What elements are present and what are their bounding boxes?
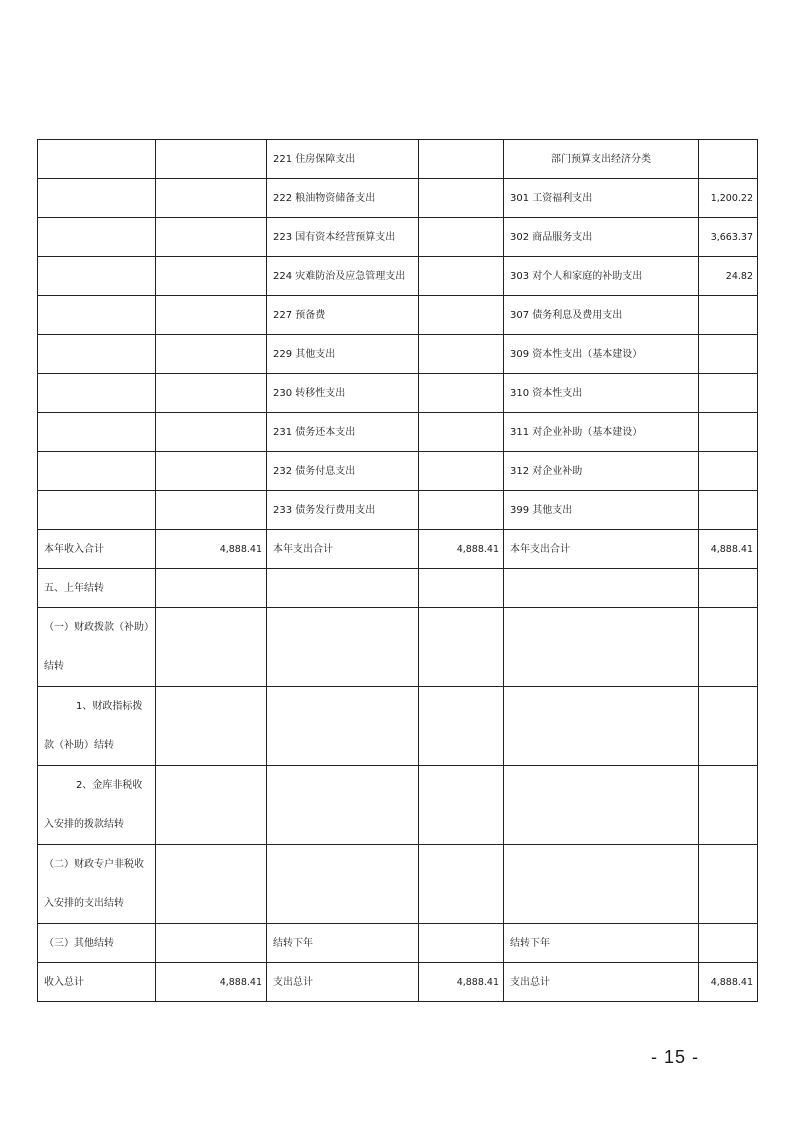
income-item-cell (38, 491, 156, 530)
income-amount-cell (156, 140, 267, 179)
expense-economic-cell: 310 资本性支出 (504, 374, 699, 413)
table-row (38, 218, 758, 257)
expense-economic-amount-cell: 4,888.41 (699, 963, 758, 1002)
expense-function-cell (267, 608, 419, 687)
expense-function-amount-cell (419, 608, 504, 687)
income-amount-cell (156, 374, 267, 413)
table-row (38, 452, 758, 491)
expense-economic-cell: 303 对个人和家庭的补助支出 (504, 257, 699, 296)
expense-economic-amount-cell (699, 140, 758, 179)
income-item-cell: 收入总计 (38, 963, 156, 1002)
expense-function-amount-cell (419, 413, 504, 452)
table-row (38, 845, 758, 924)
expense-function-cell: 230 转移性支出 (267, 374, 419, 413)
expense-function-amount-cell (419, 140, 504, 179)
income-item-cell (38, 452, 156, 491)
expense-economic-cell: 本年支出合计 (504, 530, 699, 569)
income-item-cell: 本年收入合计 (38, 530, 156, 569)
expense-economic-cell (504, 608, 699, 687)
expense-economic-amount-cell: 24.82 (699, 257, 758, 296)
income-amount-cell: 4,888.41 (156, 963, 267, 1002)
income-amount-cell (156, 845, 267, 924)
expense-function-cell (267, 569, 419, 608)
expense-function-cell: 本年支出合计 (267, 530, 419, 569)
table-row (38, 413, 758, 452)
page-number: - 15 - (651, 1047, 700, 1067)
table-body (38, 140, 758, 1002)
expense-economic-amount-cell: 3,663.37 (699, 218, 758, 257)
table-row (38, 257, 758, 296)
table-row (38, 179, 758, 218)
expense-function-amount-cell (419, 687, 504, 766)
expense-function-amount-cell (419, 766, 504, 845)
income-amount-cell (156, 218, 267, 257)
table-row (38, 491, 758, 530)
expense-function-amount-cell (419, 335, 504, 374)
expense-economic-cell (504, 687, 699, 766)
expense-function-cell: 结转下年 (267, 924, 419, 963)
income-item-cell: 五、上年结转 (38, 569, 156, 608)
income-item-cell (38, 335, 156, 374)
expense-function-cell: 223 国有资本经营预算支出 (267, 218, 419, 257)
table-row (38, 569, 758, 608)
expense-economic-amount-cell (699, 608, 758, 687)
income-amount-cell (156, 924, 267, 963)
income-amount-cell (156, 687, 267, 766)
expense-economic-cell: 312 对企业补助 (504, 452, 699, 491)
expense-function-cell: 233 债务发行费用支出 (267, 491, 419, 530)
expense-function-amount-cell (419, 452, 504, 491)
income-item-cell (38, 140, 156, 179)
income-amount-cell (156, 491, 267, 530)
table-row (38, 766, 758, 845)
income-item-cell: （二）财政专户非税收入安排的支出结转 (38, 845, 156, 924)
expense-function-cell: 222 粮油物资储备支出 (267, 179, 419, 218)
income-item-cell: 2、金库非税收入安排的拨款结转 (38, 766, 156, 845)
expense-function-cell: 支出总计 (267, 963, 419, 1002)
expense-function-amount-cell (419, 491, 504, 530)
expense-economic-amount-cell (699, 845, 758, 924)
income-item-cell (38, 218, 156, 257)
expense-function-amount-cell (419, 924, 504, 963)
expense-function-cell (267, 845, 419, 924)
expense-economic-cell: 309 资本性支出（基本建设） (504, 335, 699, 374)
table-row (38, 608, 758, 687)
table-row (38, 963, 758, 1002)
expense-economic-amount-cell (699, 766, 758, 845)
expense-economic-amount-cell (699, 452, 758, 491)
table-row (38, 296, 758, 335)
expense-economic-amount-cell (699, 296, 758, 335)
income-amount-cell (156, 766, 267, 845)
income-amount-cell (156, 452, 267, 491)
expense-function-cell: 224 灾难防治及应急管理支出 (267, 257, 419, 296)
expense-function-amount-cell: 4,888.41 (419, 963, 504, 1002)
expense-economic-amount-cell (699, 569, 758, 608)
expense-function-cell: 232 债务付息支出 (267, 452, 419, 491)
income-amount-cell (156, 335, 267, 374)
expense-economic-cell: 307 债务利息及费用支出 (504, 296, 699, 335)
table-row (38, 530, 758, 569)
expense-economic-cell (504, 845, 699, 924)
expense-economic-cell (504, 766, 699, 845)
table-row (38, 374, 758, 413)
income-amount-cell (156, 608, 267, 687)
expense-function-amount-cell (419, 845, 504, 924)
expense-economic-cell: 支出总计 (504, 963, 699, 1002)
expense-economic-cell: 结转下年 (504, 924, 699, 963)
expense-function-cell: 231 债务还本支出 (267, 413, 419, 452)
expense-economic-amount-cell: 4,888.41 (699, 530, 758, 569)
expense-function-cell: 227 预备费 (267, 296, 419, 335)
expense-economic-cell: 301 工资福利支出 (504, 179, 699, 218)
income-item-cell (38, 257, 156, 296)
table-row (38, 687, 758, 766)
expense-economic-amount-cell (699, 413, 758, 452)
expense-economic-amount-cell (699, 687, 758, 766)
expense-function-amount-cell (419, 179, 504, 218)
table-row (38, 924, 758, 963)
expense-economic-amount-cell (699, 335, 758, 374)
expense-economic-amount-cell (699, 924, 758, 963)
table-row (38, 335, 758, 374)
expense-economic-amount-cell (699, 491, 758, 530)
income-amount-cell (156, 257, 267, 296)
expense-function-amount-cell (419, 569, 504, 608)
expense-function-cell: 221 住房保障支出 (267, 140, 419, 179)
expense-function-cell: 229 其他支出 (267, 335, 419, 374)
income-item-cell: （一）财政拨款（补助）结转 (38, 608, 156, 687)
income-amount-cell (156, 569, 267, 608)
expense-economic-cell: 399 其他支出 (504, 491, 699, 530)
table-row (38, 140, 758, 179)
income-amount-cell: 4,888.41 (156, 530, 267, 569)
income-item-cell (38, 179, 156, 218)
expense-function-cell (267, 766, 419, 845)
expense-economic-cell: 部门预算支出经济分类 (504, 140, 699, 179)
expense-function-amount-cell: 4,888.41 (419, 530, 504, 569)
income-amount-cell (156, 296, 267, 335)
expense-function-amount-cell (419, 296, 504, 335)
income-item-cell: 1、财政指标拨款（补助）结转 (38, 687, 156, 766)
expense-function-amount-cell (419, 257, 504, 296)
income-item-cell (38, 374, 156, 413)
expense-economic-amount-cell (699, 374, 758, 413)
expense-economic-cell (504, 569, 699, 608)
expense-economic-cell: 311 对企业补助（基本建设） (504, 413, 699, 452)
budget-table (37, 139, 758, 1002)
expense-function-amount-cell (419, 218, 504, 257)
income-item-cell: （三）其他结转 (38, 924, 156, 963)
income-item-cell (38, 296, 156, 335)
expense-function-amount-cell (419, 374, 504, 413)
income-amount-cell (156, 179, 267, 218)
expense-function-cell (267, 687, 419, 766)
expense-economic-cell: 302 商品服务支出 (504, 218, 699, 257)
income-item-cell (38, 413, 156, 452)
expense-economic-amount-cell: 1,200.22 (699, 179, 758, 218)
income-amount-cell (156, 413, 267, 452)
